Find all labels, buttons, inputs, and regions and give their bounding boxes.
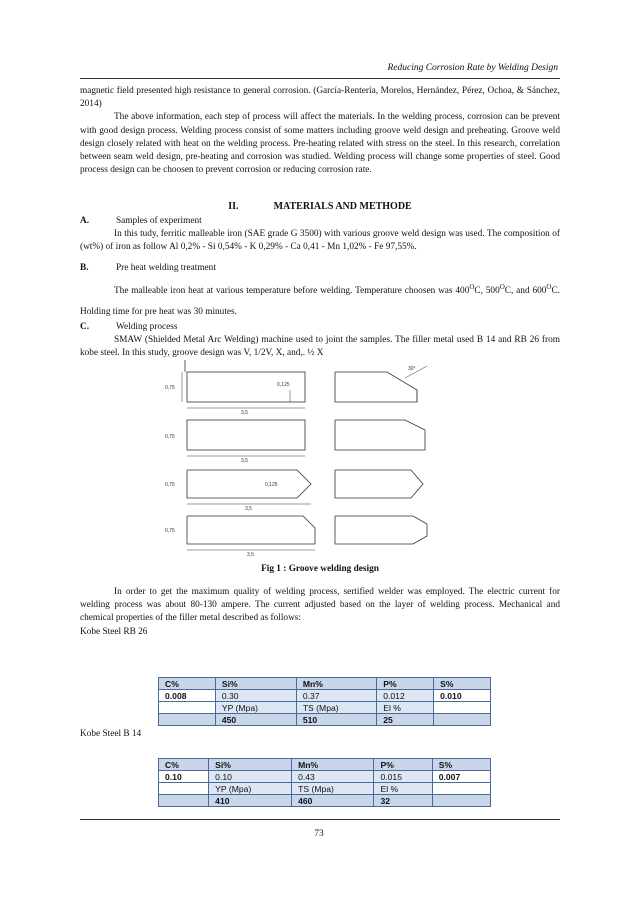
table-row: YP (Mpa) TS (Mpa) El % <box>159 783 491 795</box>
b14-table <box>158 758 491 807</box>
subsection-a-text: In this tudy, ferritic malleable iron (SAE grade G 3500) with various groove weld design was used. The composition of (wt%) of iron as follow Al 0,2% - Si 0,54% - K 0,29% - Ca 0,41 - Mn 1,02% - Fe 97,55%. <box>80 229 560 253</box>
subsection-b <box>80 262 560 323</box>
subsection-c-heading <box>80 321 560 334</box>
design-row-4 <box>165 516 427 558</box>
table-row: C% Si% Mn% P% S% <box>159 678 491 690</box>
page-number: 73 <box>314 829 324 839</box>
header-rule <box>80 78 560 79</box>
footer-rule <box>80 819 560 820</box>
section-number: II. <box>228 201 239 212</box>
running-header: Reducing Corrosion Rate by Welding Design <box>387 63 558 73</box>
dim-gap: 0,125 <box>277 382 290 388</box>
intro-paragraph: magnetic field presented high resistance to general corrosion. (García-Rentería, Morelos, Hernández, Pérez, Ochoa, & Sánchez, 2014) <box>80 86 560 110</box>
subsection-b-letter: B. <box>80 263 89 273</box>
dim-h2: 0,75 <box>165 434 175 440</box>
subsection-c-title: Welding process <box>116 322 178 332</box>
design-row-2 <box>165 420 425 464</box>
table-row: 0.10 0.10 0.43 0.015 0.007 <box>159 771 491 783</box>
subsection-b-heading <box>80 262 560 275</box>
section-title: MATERIALS AND METHODE <box>273 201 412 212</box>
section-2 <box>80 200 560 213</box>
b14-section <box>80 728 560 741</box>
table-row: C% Si% Mn% P% S% <box>159 759 491 771</box>
rb26-table <box>158 677 491 726</box>
intro-continuation <box>80 85 560 177</box>
subsection-b-title: Pre heat welding treatment <box>116 263 216 273</box>
b14-label: Kobe Steel B 14 <box>80 729 142 739</box>
groove-design-figure <box>165 358 485 558</box>
section-heading <box>80 200 560 213</box>
figure-caption: Fig 1 : Groove welding design <box>261 564 379 574</box>
dim-mid: 0,125 <box>265 482 278 488</box>
subsection-b-text: The malleable iron heat at various temperature before welding. Temperature choosen was $400^OC$, $500^OC$, and $600^OC$. Holding time for pre heat was 30 minutes. <box>80 283 560 318</box>
dim-len4: 3,5 <box>247 552 254 558</box>
order-section <box>80 586 560 639</box>
subsection-c-letter: C. <box>80 322 90 332</box>
dim-angle: 30° <box>408 366 416 372</box>
dim-h3: 0,75 <box>165 482 175 488</box>
subsection-a <box>80 215 560 255</box>
subsection-a-letter: A. <box>80 216 90 226</box>
dim-len2: 3,5 <box>241 458 248 464</box>
dim-len1: 3,5 <box>241 410 248 416</box>
subsection-a-heading <box>80 215 560 228</box>
table-row: 410 460 32 <box>159 795 491 807</box>
dim-h4: 0,75 <box>165 528 175 534</box>
table-row: 450 510 25 <box>159 714 491 726</box>
order-paragraph: In order to get the maximum quality of welding process, sertified welder was employed. The electric current for welding process was about 80-130 ampere. The current adjusted based on the layer of welding process. Mechanical and chemical properties of the filler metal described as follows: <box>80 587 560 624</box>
subsection-a-title: Samples of experiment <box>116 216 202 226</box>
table-row: 0.008 0.30 0.37 0.012 0.010 <box>159 690 491 702</box>
dim-len3: 3,5 <box>245 506 252 512</box>
design-row-1 <box>165 360 427 416</box>
subsection-c-text: SMAW (Shielded Metal Arc Welding) machine used to joint the samples. The filler metal used B 14 and RB 26 from kobe steel. In this study, groove design was V, 1/2V, X, and,. ½ X <box>80 335 560 359</box>
table-row: YP (Mpa) TS (Mpa) El % <box>159 702 491 714</box>
subsection-c <box>80 321 560 361</box>
rb26-label: Kobe Steel RB 26 <box>80 626 148 637</box>
design-row-3 <box>165 470 423 512</box>
dim-h1: 0,75 <box>165 385 175 391</box>
above-paragraph: The above information, each step of process will affect the materials. In the welding process, corrosion can be prevent with good design process. Welding process consist of some matters including groove weld design and preheating. Groove weld design closely related with heat on the welding process. Pre-heating related with stress on the steel. In this research, correlation between seam weld design, pre-heating and corrosion was studied. Welding process will change some properties of steel. Good process design can be choosen to prevent corrosion or reducing corrosion rate. <box>80 112 560 176</box>
